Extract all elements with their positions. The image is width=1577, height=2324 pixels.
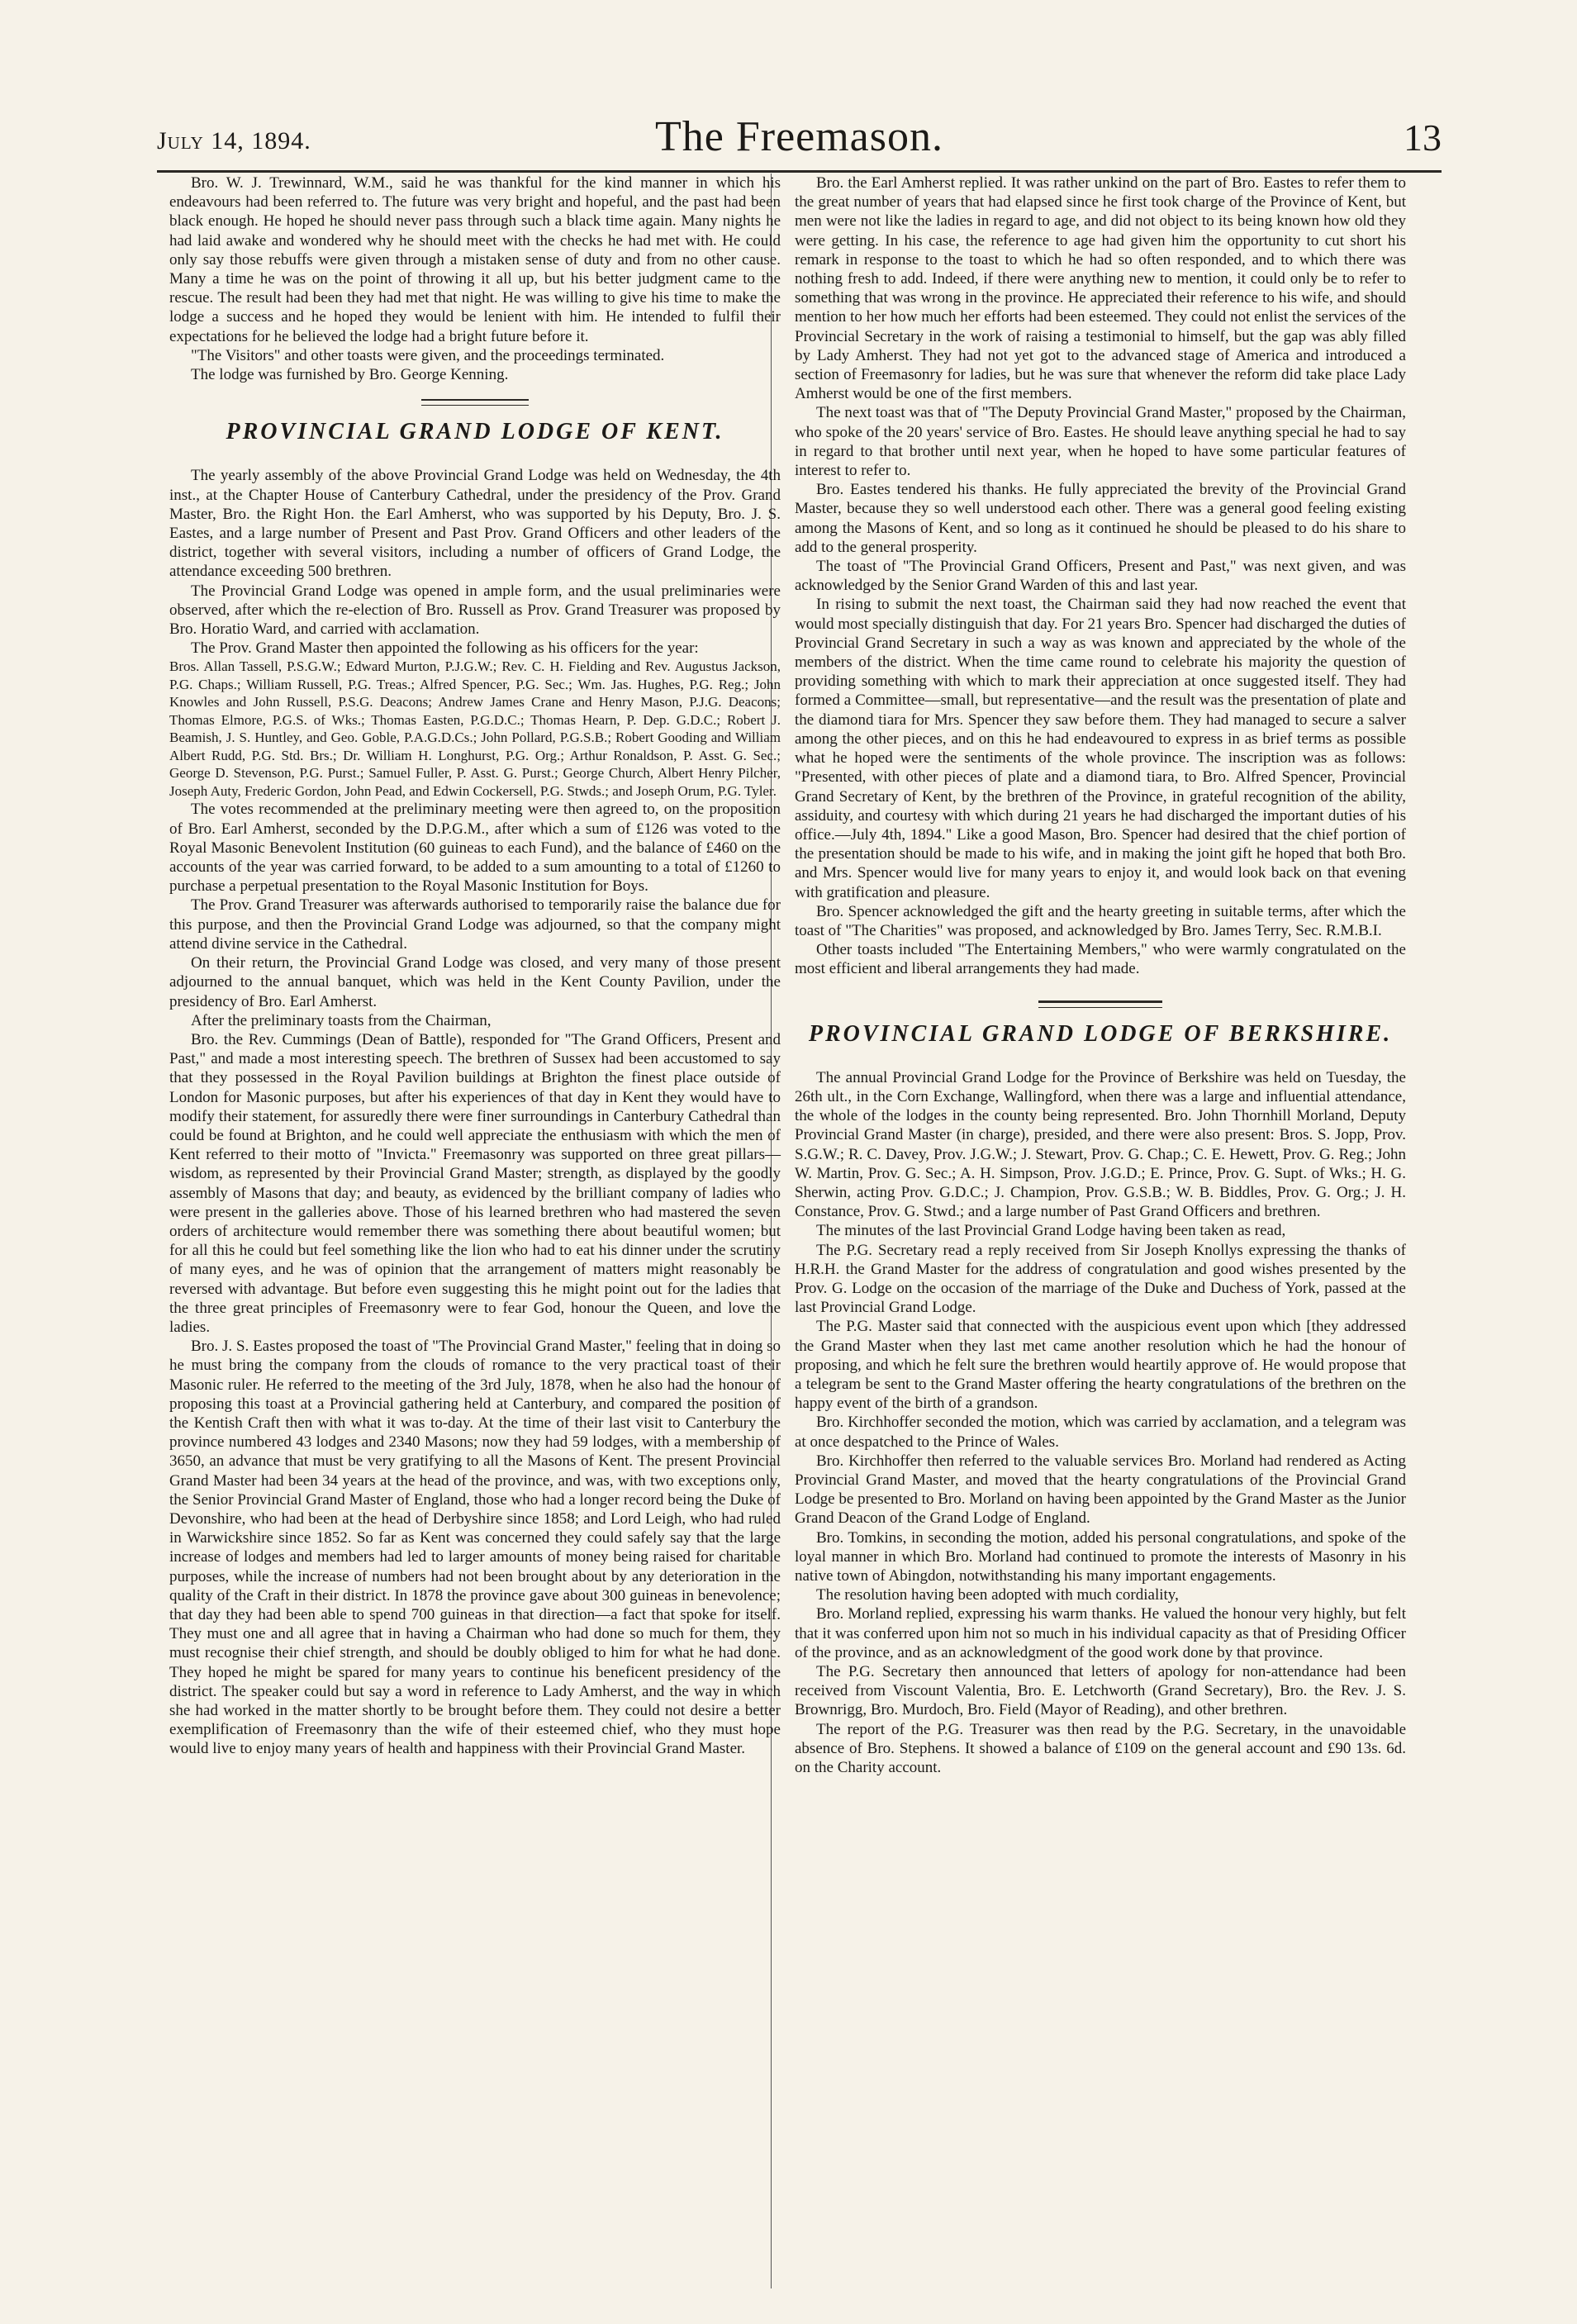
article-paragraph: The P.G. Master said that connected with the auspicious event upon which [they addressed the Grand Master when they last met came another resolution which he had the honour of proposing, and which he felt sure the brethren would heartily approve of. He would propose that a telegram be sent to the Grand Master offering the hearty congratulations of the brethren on the happy event of the birth of a grandson.	[795, 1318, 1406, 1413]
article-paragraph: Other toasts included "The Entertaining Members," who were warmly congratulated on the most efficient and liberal arrangements they had made.	[795, 941, 1406, 978]
article-paragraph: Bro. Kirchhoffer seconded the motion, which was carried by acclamation, and a telegram was at once despatched to the Prince of Wales.	[795, 1414, 1406, 1451]
left-column	[169, 173, 781, 1759]
section-separator	[421, 399, 529, 406]
article-paragraph: In rising to submit the next toast, the Chairman said they had now reached the event that would most specially distinguish that day. For 21 years Bro. Spencer had discharged the duties of Provincial Grand Secretary in such a way as was known and appreciated by the whole of the members of the district. When the time came round to celebrate his majority the question of providing something with which to mark their appreciation at once suggested itself. They had formed a Committee—small, but representative—and the result was the presentation of plate and the diamond tiara for Mrs. Spencer they saw before them. They had managed to secure a salver among the other pieces, and on this he had endeavoured to express in as brief terms as possible what he hoped were the sentiments of the whole province. The inscription was as follows: "Presented, with other pieces of plate and a diamond tiara, to Bro. Alfred Spencer, Provincial Grand Secretary of Kent, by the brethren of the Province, in grateful recognition of the ability, assiduity, and courtesy with which during 21 years he had discharged the important duties of his office.—July 4th, 1894." Like a good Mason, Bro. Spencer had desired that the chief portion of the presentation should be made to his wife, and in making the joint gift he hoped that both Bro. and Mrs. Spencer would live for many years to enjoy it, and would look back on that evening with gratification and pleasure.	[795, 596, 1406, 901]
article-paragraph: The toast of "The Provincial Grand Officers, Present and Past," was next given, and was acknowledged by the Senior Grand Warden of this and last year.	[795, 558, 1406, 595]
article-paragraph: Bro. Morland replied, expressing his warm thanks. He valued the honour very highly, but felt that it was conferred upon him not so much in his individual capacity as that of Presiding Officer of the province, and as an acknowledgment of the good work done by that province.	[795, 1605, 1406, 1661]
article-paragraph: The report of the P.G. Treasurer was then read by the P.G. Secretary, in the unavoidable absence of Bro. Stephens. It showed a balance of £109 on the general account and £90 13s. 6d. on the Charity account.	[795, 1720, 1406, 1777]
article-paragraph: The Provincial Grand Lodge was opened in ample form, and the usual preliminaries were observed, after which the re-election of Bro. Russell as Prov. Grand Treasurer was proposed by Bro. Horatio Ward, and carried with acclamation.	[169, 582, 781, 639]
article-paragraph: On their return, the Provincial Grand Lodge was closed, and very many of those present adjourned to the annual banquet, which was held in the Kent County Pavilion, under the presidency of Bro. Earl Amherst.	[169, 954, 781, 1010]
article-paragraph: The P.G. Secretary read a reply received from Sir Joseph Knollys expressing the thanks of H.R.H. the Grand Master for the address of congratulation and good wishes presented by the Prov. G. Lodge on the occasion of the marriage of the Duke and Duchess of York, passed at the last Provincial Grand Lodge.	[795, 1241, 1406, 1317]
article-paragraph: The Prov. Grand Master then appointed the following as his officers for the year:	[191, 639, 699, 658]
kent-section-heading: PROVINCIAL GRAND LODGE OF KENT.	[226, 419, 724, 445]
newspaper-title: The Freemason.	[654, 113, 943, 160]
masthead-rule	[157, 170, 1442, 173]
article-paragraph: The Prov. Grand Treasurer was afterwards authorised to temporarily raise the balance due for this purpose, and then the Provincial Grand Lodge was adjourned, so that the company might attend divine service in the Cathedral.	[169, 896, 781, 953]
officers-roster: Bros. Allan Tassell, P.S.G.W.; Edward Murton, P.J.G.W.; Rev. C. H. Fielding and Rev. Augustus Jackson, P.G. Chaps.; William Russell, P.G. Treas.; Alfred Spencer, P.G. Sec.; Wm. Jas. Hughes, P.G. Reg.; John Knowles and John Russell, P.S.G. Deacons; Andrew James Crane and Henry Mason, P.J.G. Deacons; Thomas Elmore, P.G.S. of Wks.; Thomas Easten, P.G.D.C.; Thomas Hearn, P. Dep. G.D.C.; Robert J. Beamish, J. S. Huntley, and Geo. Goble, P.A.G.D.Cs.; John Pollard, P.G.S.B.; Robert Gooding and William Albert Rudd, P.G. Std. Brs.; Dr. William H. Longhurst, P.G. Org.; Arthur Ronaldson, P. Asst. G. Sec.; George D. Stevenson, P.G. Purst.; Samuel Fuller, P. Asst. G. Purst.; George Church, Albert Henry Pilcher, Joseph Auty, Frederic Gordon, John Pead, and Edwin Cockersell, P.G. Stwds.; and Joseph Orum, P.G. Tyler.	[169, 658, 781, 799]
article-paragraph: The annual Provincial Grand Lodge for the Province of Berkshire was held on Tuesday, the 26th ult., in the Corn Exchange, Wallingford, when there was a large and influential attendance, the whole of the lodges in the county being represented. Bro. John Thornhill Morland, Deputy Provincial Grand Master (in charge), presided, and there were also present: Bros. S. Jopp, Prov. S.G.W.; R. C. Davey, Prov. J.G.W.; J. Stewart, Prov. G. Chap.; C. E. Hewett, Prov. G. Reg.; John W. Martin, Prov. G. Sec.; A. H. Simpson, Prov. J.G.D.; E. Prince, Prov. G. Supt. of Wks.; H. G. Sherwin, acting Prov. G.D.C.; J. Champion, Prov. G.S.B.; W. B. Biddles, Prov. G. Org.; J. H. Constance, Prov. G. Stwd.; and a large number of Past Grand Officers and brethren.	[795, 1068, 1406, 1221]
berkshire-section-heading: PROVINCIAL GRAND LODGE OF BERKSHIRE.	[808, 1020, 1393, 1047]
article-paragraph: Bro. Tomkins, in seconding the motion, added his personal congratulations, and spoke of the loyal manner in which Bro. Morland had continued to promote the interests of Masonry in his native town of Abingdon, notwithstanding his many important engagements.	[795, 1528, 1406, 1585]
article-paragraph: The lodge was furnished by Bro. George Kenning.	[191, 366, 509, 384]
issue-date: July 14, 1894.	[157, 127, 311, 154]
article-paragraph: The votes recommended at the preliminary meeting were then agreed to, on the proposition of Bro. Earl Amherst, seconded by the D.P.G.M., after which a sum of £126 was voted to the Royal Masonic Benevolent Institution (60 guineas to each Fund), and the balance of £460 on the accounts of the year was carried forward, to be added to a sum amounting to a total of £1260 to purchase a perpetual presentation to the Royal Masonic Institution for Boys.	[169, 801, 781, 896]
article-paragraph: After the preliminary toasts from the Chairman,	[191, 1011, 492, 1029]
article-paragraph: "The Visitors" and other toasts were given, and the proceedings terminated.	[191, 346, 665, 364]
article-paragraph: The next toast was that of "The Deputy Provincial Grand Master," proposed by the Chairman, who spoke of the 20 years' service of Bro. Eastes. He should leave anything special he had to say in regard to that brother until next year, when he hoped to have some particular features of interest to refer to.	[795, 404, 1406, 480]
article-paragraph: The minutes of the last Provincial Grand Lodge having been taken as read,	[816, 1222, 1286, 1240]
article-paragraph: Bro. Spencer acknowledged the gift and the hearty greeting in suitable terms, after which the toast of "The Charities" was proposed, and acknowledged by Bro. James Terry, Sec. R.M.B.I.	[795, 902, 1406, 939]
article-paragraph: Bro. the Earl Amherst replied. It was rather unkind on the part of Bro. Eastes to refer them to the great number of years that had elapsed since he first took charge of the Province of Kent, but men were not like the ladies in regard to age, and did not object to its being known how old they were getting. In his case, the reference to age had given him the opportunity to cut short his remark in response to the toast to which he had so often responded, and to which there was nothing fresh to add. Indeed, if there were anything new to mention, it could only be to refer to something that was wrong in the province. He appreciated their reference to his wife, and should mention to her how much her efforts had been esteemed. They could not enlist the services of the Provincial Secretary in the work of raising a testimonial to himself, but the gap was ably filled by Lady Amherst. They had not yet got to the advanced stage of America and introduced a section of Freemasonry for ladies, but he was sure that whenever the reform did take place Lady Amherst would be one of the first members.	[795, 174, 1406, 403]
article-paragraph: Bro. Kirchhoffer then referred to the valuable services Bro. Morland had rendered as Acting Provincial Grand Master, and moved that the hearty congratulations of the Provincial Grand Lodge be presented to Bro. Morland on having been appointed by the Grand Master as the Junior Grand Deacon of the Grand Lodge of England.	[795, 1452, 1406, 1528]
article-paragraph: Bro. W. J. Trewinnard, W.M., said he was thankful for the kind manner in which his endeavours had been referred to. The future was very bright and hopeful, and the past had been black enough. He hoped he should never pass through such a black time again. Many nights he had laid awake and wondered why he should meet with the checks he had met with. He could only say those rebuffs were given through a mistaken sense of duty and from no other cause. Many a time he was on the point of throwing it all up, but his better judgment came to the rescue. The result had been they had met that night. He was willing to give his time to make the lodge a success and he hoped they would be lenient with him. He intended to fulfil their expectations for he believed the lodge had a bright future before it.	[169, 174, 781, 345]
right-column	[795, 173, 1406, 1777]
section-separator	[1038, 1000, 1162, 1008]
masthead	[157, 112, 1442, 170]
article-paragraph: Bro. the Rev. Cummings (Dean of Battle), responded for "The Grand Officers, Present and Past," and made a most interesting speech. The brethren of Sussex had been accustomed to say that they possessed in the Royal Pavilion buildings at Brighton the finest place outside of London for Masonic purposes, but after his experiences of that day in Kent they would have to modify their statement, for assuredly there were finer surroundings in Canterbury Cathedral than could be found at Brighton, and he could well appreciate the enthusiasm with which the men of Kent referred to their motto of "Invicta." Freemasonry was supported on three great pillars—wisdom, as represented by their Provincial Grand Master; strength, as displayed by the goodly assembly of Masons that day; and beauty, as evidenced by the brilliant company of ladies who were present in the galleries above. Those of his learned brethren who had mastered the seven orders of architecture would remember there was something there about beautiful women; but for all this he could but feel something like the lion who had to eat his dinner under the scrutiny of many eyes, and he was of opinion that the arrangement of matters might reasonably be reversed with advantage. But before even suggesting this he might point out for the ladies that the three great principles of Freemasonry were to fear God, honour the Queen, and love the ladies.	[169, 1030, 781, 1336]
article-paragraph: Bro. J. S. Eastes proposed the toast of "The Provincial Grand Master," feeling that in doing so he must bring the company from the clouds of romance to the very practical toast of their Masonic ruler. He referred to the meeting of the 3rd July, 1878, when he also had the honour of proposing this toast at a Provincial gathering held at Canterbury, and compared the position of the Kentish Craft then with what it was to-day. At the time of their last visit to Canterbury the province numbered 43 lodges and 2340 Masons; now they had 59 lodges, with a membership of 3650, an advance that must be very gratifying to all the Masons of Kent. The present Provincial Grand Master had been 34 years at the head of the province, and was, with two exceptions only, the Senior Provincial Grand Master of England, those who had a longer record being the Duke of Devonshire, who had been at the head of Derbyshire since 1858; and Lord Leigh, who had ruled in Warwickshire since 1852. So far as Kent was concerned they could safely say that the large increase of lodges and members had led to larger amounts of money being raised for charitable purposes, while the increase of numbers had not been brought about by any deterioration in the quality of the Craft in their district. In 1878 the province gave about 300 guineas in benevolence; that day they had been able to spend 700 guineas in that direction—a fact that spoke for itself. They must one and all agree that in having a Chairman who had done so much for them, they must recognise their chief strength, and should be doubly obliged to him for what he had done. They hoped he might be spared for many years to continue his beneficent presidency of the district. The speaker could but say a word in reference to Lady Amherst, and the way in which she had worked in the matter shortly to be brought before them. They could not desire a better exemplification of Freemasonry than the wife of their esteemed chief, who they must hope would live to enjoy many years of health and happiness with their Provincial Grand Master.	[169, 1338, 781, 1758]
article-paragraph: The yearly assembly of the above Provincial Grand Lodge was held on Wednesday, the 4th inst., at the Chapter House of Canterbury Cathedral, under the presidency of the Prov. Grand Master, Bro. the Right Hon. the Earl Amherst, who was supported by his Deputy, Bro. J. S. Eastes, and a large number of Present and Past Prov. Grand Officers and other leaders of the district, together with several visitors, including a number of officers of Grand Lodge, the attendance exceeding 500 brethren.	[169, 467, 781, 581]
article-paragraph: Bro. Eastes tendered his thanks. He fully appreciated the brevity of the Provincial Grand Master, because they so well understood each other. There was a general good feeling existing among the Masons of Kent, and so long as it continued he should be pleased to do his share to add to the general prosperity.	[795, 481, 1406, 556]
article-paragraph: The P.G. Secretary then announced that letters of apology for non-attendance had been received from Viscount Valentia, Bro. E. Letchworth (Grand Secretary), Bro. the Rev. J. S. Brownrigg, Bro. Murdoch, Bro. Field (Mayor of Reading), and other brethren.	[795, 1663, 1406, 1719]
page-number: 13	[1404, 116, 1442, 159]
article-paragraph: The resolution having been adopted with much cordiality,	[816, 1586, 1179, 1604]
